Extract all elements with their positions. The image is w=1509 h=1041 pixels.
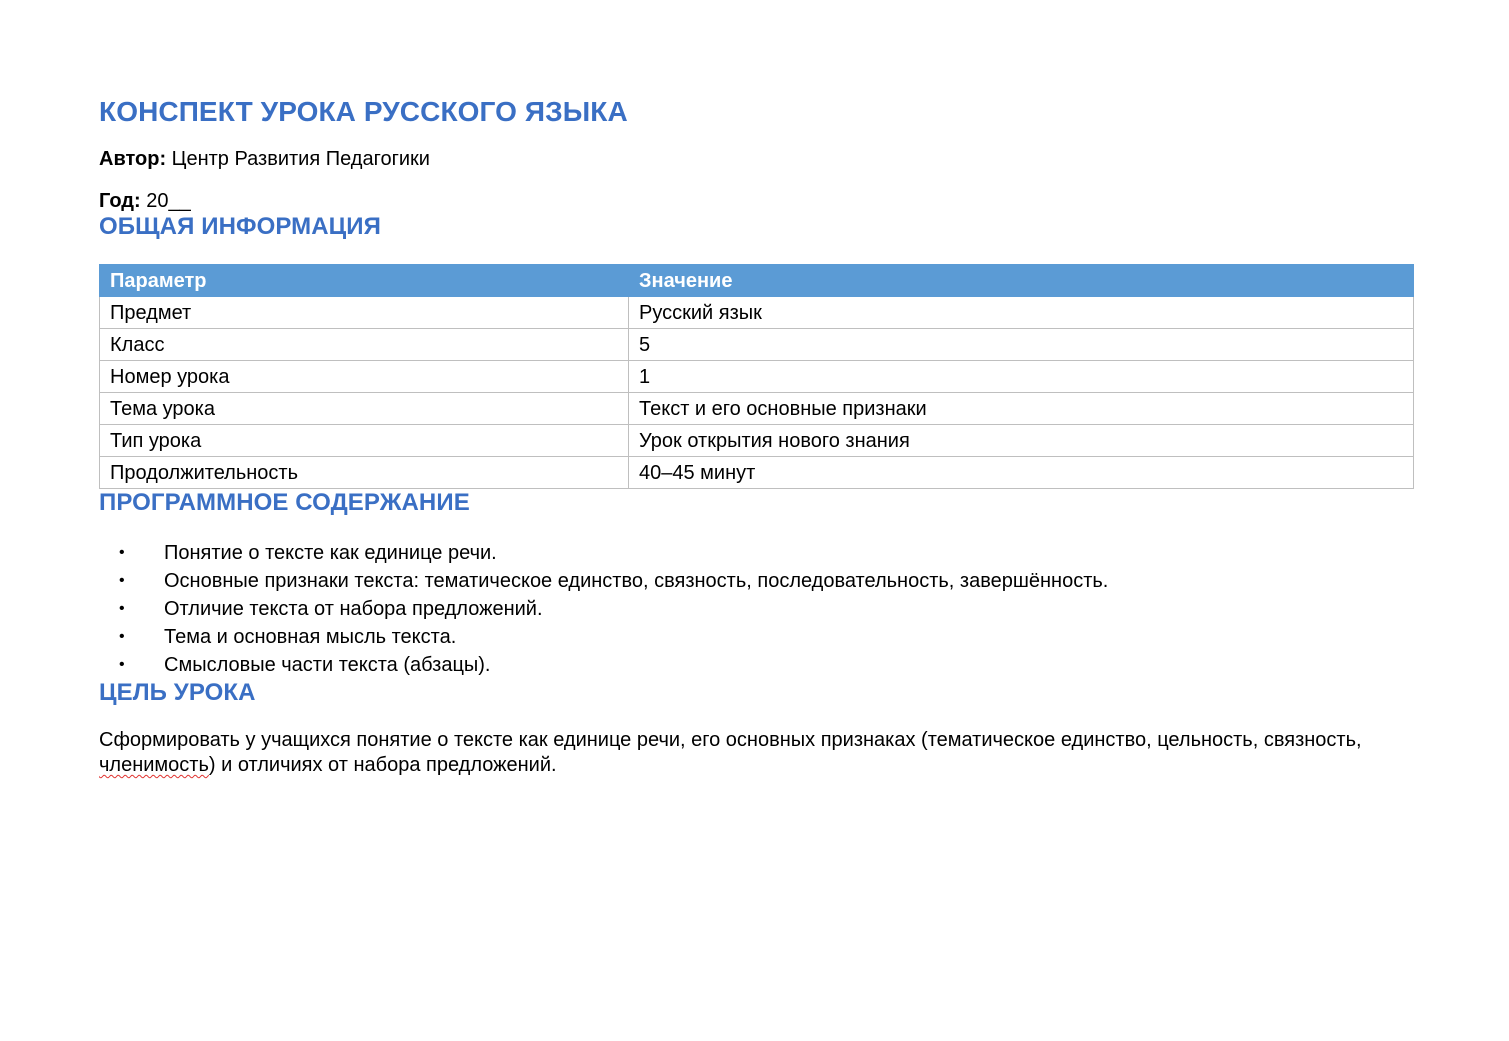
table-cell-parameter: Тип урока xyxy=(100,425,629,457)
list-item xyxy=(99,651,1414,679)
bullet-icon: • xyxy=(119,544,125,561)
year-line xyxy=(99,189,1414,213)
program-content-list xyxy=(99,539,1414,679)
section-heading-lesson-goal: ЦЕЛЬ УРОКА xyxy=(99,679,256,706)
author-line xyxy=(99,147,1414,171)
table-header-row xyxy=(100,265,1414,297)
table-cell-value: 1 xyxy=(629,361,1414,393)
table-row xyxy=(100,329,1414,361)
list-item xyxy=(99,567,1414,595)
year-value: 20__ xyxy=(146,190,191,212)
year-label: Год: xyxy=(99,190,141,212)
table-header-cell: Значение xyxy=(629,265,1414,297)
bullet-icon: • xyxy=(119,628,125,645)
list-item xyxy=(99,595,1414,623)
document-page xyxy=(99,96,1414,778)
section-heading-program-content: ПРОГРАММНОЕ СОДЕРЖАНИЕ xyxy=(99,489,470,516)
list-item-text: Отличие текста от набора предложений. xyxy=(164,598,543,620)
spellcheck-flagged-word[interactable]: членимость xyxy=(99,754,209,776)
section-heading-general-info: ОБЩАЯ ИНФОРМАЦИЯ xyxy=(99,213,382,240)
table-row xyxy=(100,361,1414,393)
table-cell-value: Текст и его основные признаки xyxy=(629,393,1414,425)
general-info-table xyxy=(99,264,1414,489)
author-value: Центр Развития Педагогики xyxy=(171,148,430,170)
table-cell-value: 5 xyxy=(629,329,1414,361)
list-item xyxy=(99,539,1414,567)
goal-text-part: Сформировать у учащихся понятие о тексте как единице речи, его основных признаках (тематическое единство, цельность, связность, xyxy=(99,729,1362,751)
goal-text-part: ) и отличиях от набора предложений. xyxy=(208,754,557,776)
table-cell-parameter: Тема урока xyxy=(100,393,629,425)
lesson-goal-paragraph xyxy=(99,728,1389,778)
list-item-text: Основные признаки текста: тематическое единство, связность, последовательность, завершённость. xyxy=(164,570,1109,592)
table-row xyxy=(100,425,1414,457)
list-item xyxy=(99,623,1414,651)
list-item-text: Понятие о тексте как единице речи. xyxy=(164,542,497,564)
bullet-icon: • xyxy=(119,600,125,617)
table-cell-parameter: Продолжительность xyxy=(100,457,629,489)
list-item-text: Тема и основная мысль текста. xyxy=(164,626,457,648)
table-cell-parameter: Предмет xyxy=(100,297,629,329)
table-row xyxy=(100,457,1414,489)
table-row xyxy=(100,297,1414,329)
bullet-icon: • xyxy=(119,572,125,589)
table-cell-value: 40–45 минут xyxy=(629,457,1414,489)
table-header-cell: Параметр xyxy=(100,265,629,297)
document-title: КОНСПЕКТ УРОКА РУССКОГО ЯЗЫКА xyxy=(99,96,628,127)
table-row xyxy=(100,393,1414,425)
table-cell-parameter: Класс xyxy=(100,329,629,361)
table-cell-parameter: Номер урока xyxy=(100,361,629,393)
table-cell-value: Русский язык xyxy=(629,297,1414,329)
list-item-text: Смысловые части текста (абзацы). xyxy=(164,654,491,676)
table-cell-value: Урок открытия нового знания xyxy=(629,425,1414,457)
bullet-icon: • xyxy=(119,656,125,673)
author-label: Автор: xyxy=(99,148,167,170)
